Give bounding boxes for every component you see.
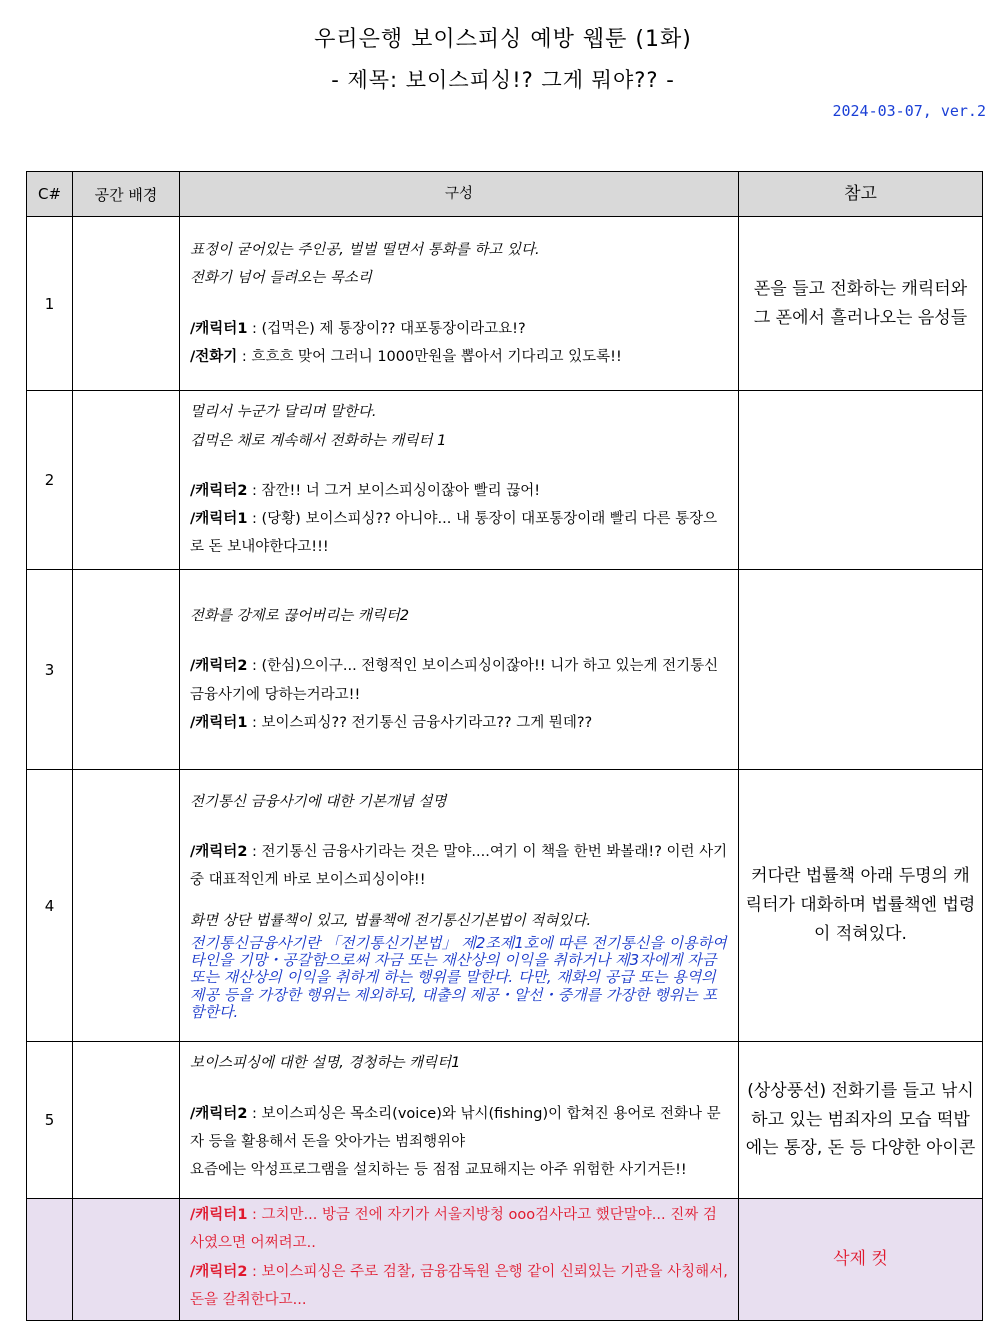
dialogue-line — [190, 652, 728, 709]
background-cell — [73, 770, 180, 1042]
background-cell — [73, 1042, 180, 1199]
speaker: /캐릭터2 — [190, 1105, 248, 1122]
dialogue-line — [190, 343, 728, 371]
scene-description: 전화기 넘어 들려오는 목소리 — [190, 270, 372, 287]
table-row — [27, 570, 983, 770]
dialogue-line — [190, 1201, 728, 1258]
composition-cell — [180, 217, 739, 391]
cut-number: 5 — [27, 1042, 73, 1199]
dialogue-line — [190, 709, 728, 737]
dialogue-line — [190, 505, 728, 562]
table-row — [27, 217, 983, 391]
dialogue-text: : 보이스피싱은 목소리(voice)와 낚시(fishing)이 합쳐진 용어로 전화나 문자 등을 활용해서 돈을 앗아가는 범죄행위야 — [190, 1105, 721, 1150]
scene-description: 화면 상단 법률책이 있고, 법률책에 전기통신기본법이 적혀있다. — [190, 912, 592, 929]
cut-number: 3 — [27, 570, 73, 770]
composition-cell — [180, 570, 739, 770]
scene-description: 보이스피싱에 대한 설명, 경청하는 캐릭터1 — [190, 1055, 461, 1072]
table-row — [27, 770, 983, 1042]
cut-number: 1 — [27, 217, 73, 391]
dialogue-line — [190, 838, 728, 895]
speaker: /캐릭터1 — [190, 320, 248, 337]
speaker: /캐릭터1 — [190, 511, 248, 528]
composition-cell — [180, 770, 739, 1042]
reference-cell: 삭제 컷 — [739, 1199, 983, 1321]
background-cell — [73, 1199, 180, 1321]
dialogue-text: 요즘에는 악성프로그램을 설치하는 등 점점 교묘해지는 아주 위험한 사기거든!! — [190, 1162, 687, 1179]
speaker: /캐릭터2 — [190, 658, 248, 675]
cut-number — [27, 1199, 73, 1321]
dialogue-text: : 보이스피싱은 주로 검찰, 금융감독원 은행 같이 신뢰있는 기관을 사칭해서, 돈을 갈취한다고... — [190, 1263, 728, 1308]
dialogue-line — [190, 315, 728, 343]
col-header-composition: 구성 — [180, 172, 739, 217]
scene-description: 전기통신 금융사기에 대한 기본개념 설명 — [190, 793, 447, 810]
law-text: 전기통신금융사기란 「전기통신기본법」 제2조제1호에 따른 전기통신을 이용하여 타인을 기망・공갈함으로써 자금 또는 재산상의 이익을 취하거나 제3자에게 자금 또는 재산상의 이익을 취하게 하는 행위를 말한다. 다만, 재화의 공급 또는 용역의 제공 등을 가장한 행위는 제외하되, 대출의 제공・알선・중개를 가장한 행위는 포함한다. — [190, 933, 727, 1021]
table-row — [27, 1042, 983, 1199]
background-cell — [73, 570, 180, 770]
speaker: /전화기 — [190, 348, 238, 365]
reference-cell — [739, 570, 983, 770]
speaker: /캐릭터2 — [190, 1263, 248, 1280]
table-header-row — [27, 172, 983, 217]
dialogue-line — [190, 1258, 728, 1315]
cut-number: 2 — [27, 391, 73, 570]
scene-description: 겁먹은 채로 계속해서 전화하는 캐릭터 1 — [190, 432, 447, 449]
table-row-deleted — [27, 1199, 983, 1321]
speaker: /캐릭터1 — [190, 1207, 248, 1223]
background-cell — [73, 391, 180, 570]
col-header-cut: C# — [27, 172, 73, 217]
page-title: 우리은행 보이스피싱 예방 웹툰 (1화) — [314, 27, 692, 52]
composition-cell — [180, 1199, 739, 1321]
reference-cell: 폰을 들고 전화하는 캐릭터와 그 폰에서 흘러나오는 음성들 — [739, 217, 983, 391]
speaker: /캐릭터2 — [190, 844, 248, 861]
dialogue-text: : 보이스피싱?? 전기통신 금융사기라고?? 그게 뭔데?? — [247, 714, 593, 731]
reference-cell: 커다란 법률책 아래 두명의 캐릭터가 대화하며 법률책엔 법령이 적혀있다. — [739, 770, 983, 1042]
composition-cell — [180, 391, 739, 570]
dialogue-line — [190, 1156, 728, 1184]
scene-description: 전화를 강제로 끊어버리는 캐릭터2 — [190, 607, 410, 624]
cut-number: 4 — [27, 770, 73, 1042]
reference-cell — [739, 391, 983, 570]
dialogue-text: : (겁먹은) 제 통장이?? 대포통장이라고요!? — [247, 320, 526, 337]
table-row — [27, 391, 983, 570]
col-header-reference: 참고 — [739, 172, 983, 217]
reference-cell: (상상풍선) 전화기를 들고 낚시하고 있는 범죄자의 모습 떡밥에는 통장, 돈 등 다양한 아이콘 — [739, 1042, 983, 1199]
speaker: /캐릭터2 — [190, 482, 248, 499]
dialogue-line — [190, 1100, 728, 1157]
dialogue-text: : 전기통신 금융사기라는 것은 말야....여기 이 책을 한번 봐볼래!? 이런 사기 중 대표적인게 바로 보이스피싱이야!! — [190, 844, 728, 889]
scene-description: 표정이 굳어있는 주인공, 벌벌 떨면서 통화를 하고 있다. — [190, 241, 540, 258]
version-label: 2024-03-07, ver.2 — [832, 102, 986, 120]
dialogue-text: : 그치만... 방금 전에 자기가 서울지방청 ooo검사라고 했단말야... 진짜 검사였으면 어쩌려고.. — [190, 1207, 717, 1252]
dialogue-line — [190, 477, 728, 505]
storyboard-table — [26, 171, 983, 1321]
col-header-background: 공간 배경 — [73, 172, 180, 217]
scene-description: 멀리서 누군가 달리며 말한다. — [190, 404, 377, 421]
dialogue-text: : 잠깐!! 너 그거 보이스피싱이잖아 빨리 끊어! — [247, 482, 541, 499]
dialogue-text: : (당황) 보이스피싱?? 아니야... 내 통장이 대포통장이래 빨리 다른 통장으로 돈 보내야한다고!!! — [190, 511, 718, 556]
page-subtitle: - 제목: 보이스피싱!? 그게 뭐야?? - — [331, 68, 675, 92]
background-cell — [73, 217, 180, 391]
dialogue-text: : (한심)으이구... 전형적인 보이스피싱이잖아!! 니가 하고 있는게 전기통신 금융사기에 당하는거라고!! — [190, 658, 719, 703]
composition-cell — [180, 1042, 739, 1199]
speaker: /캐릭터1 — [190, 714, 248, 731]
dialogue-text: : 흐흐흐 맞어 그러니 1000만원을 뽑아서 기다리고 있도록!! — [237, 348, 622, 365]
